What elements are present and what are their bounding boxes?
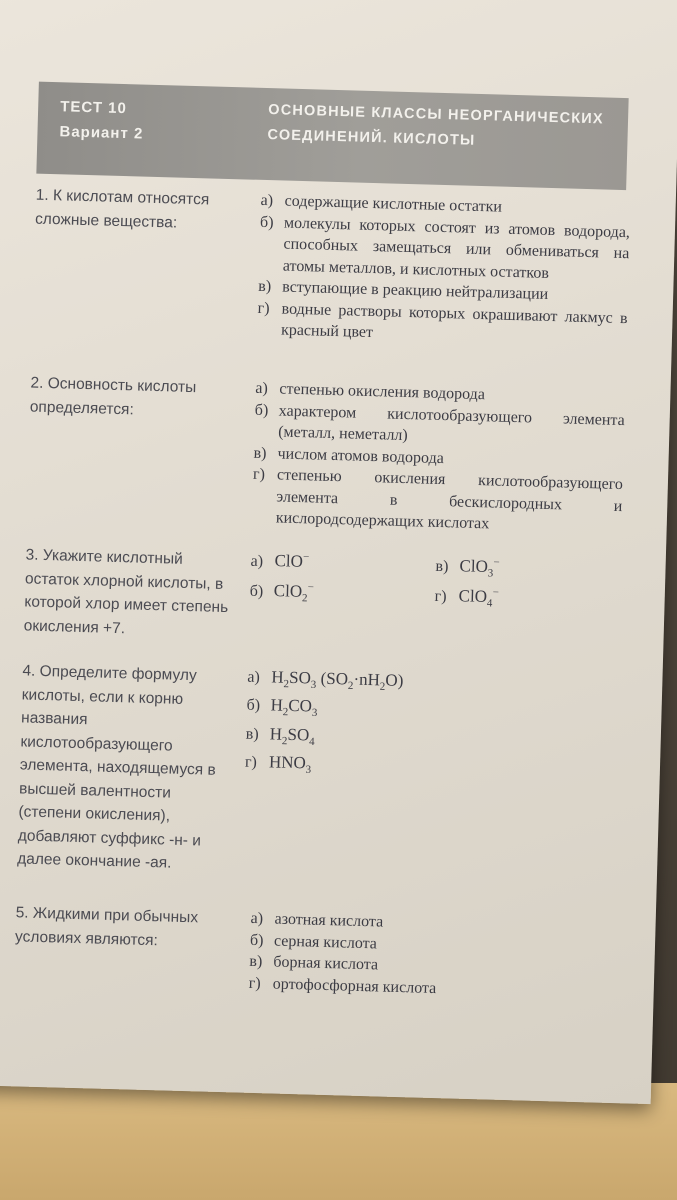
question-text: 2. Основность кислоты определяется: <box>29 374 197 418</box>
question-5 <box>14 901 606 997</box>
answer-option[interactable]: а) азотная кислота <box>250 909 384 931</box>
question-2 <box>29 372 625 533</box>
answer-options <box>245 666 608 790</box>
answer-option[interactable]: в) ClO$_3$− <box>435 556 500 580</box>
answer-options <box>249 908 621 1004</box>
topic-line: ОСНОВНЫЕ КЛАССЫ НЕОРГАНИЧЕСКИХ <box>267 102 604 128</box>
answer-options <box>249 550 611 610</box>
answer-option[interactable]: г) ортофосфорная кислота <box>248 974 437 997</box>
question-text: 1. К кислотам относятся сложные вещества: <box>34 186 210 232</box>
answer-option[interactable]: г) ClO$_4$− <box>434 586 500 610</box>
answer-option[interactable]: б) молекулы которых состоят из атомов водорода, способных замещаться или обмениваться на атомы металлов, и кислотных остатков <box>259 213 631 282</box>
variant-label: Вариант 2 <box>59 123 144 143</box>
answer-option[interactable]: в) вступающие в реакцию нейтрализации <box>258 277 549 303</box>
question-3 <box>23 543 616 637</box>
topic-line: СОЕДИНЕНИЙ. КИСЛОТЫ <box>267 127 476 149</box>
answer-option[interactable]: б) $H_2CO_3$ <box>246 695 318 720</box>
answer-options <box>252 378 626 539</box>
answer-option[interactable]: в) $H_2SO_4$ <box>245 724 315 748</box>
test-label: ТЕСТ 10 <box>59 98 128 118</box>
answer-option[interactable]: г) $HNO_3$ <box>244 752 312 777</box>
answer-option[interactable]: а) $H_2SO_3$ $(SO_2\cdot nH_2O)$ <box>247 667 404 693</box>
answer-option[interactable]: в) числом атомов водорода <box>253 444 445 467</box>
answer-options <box>257 190 631 351</box>
test-id <box>59 94 230 149</box>
question-text: 3. Укажите кислотный остаток хлорной кислоты, в которой хлор имеет степень окисления +7. <box>23 546 229 637</box>
answer-option[interactable]: а) содержащие кислотные остатки <box>260 191 503 216</box>
question-4 <box>16 659 613 872</box>
test-topic <box>267 98 618 158</box>
answer-option[interactable]: а) степенью окисления водорода <box>255 379 486 404</box>
answer-option[interactable]: а) ClO− <box>250 551 310 571</box>
answer-option[interactable]: г) степенью окисления кислотообразующего элемента в бескислородных и кислородсодержащих кислотах <box>252 465 624 533</box>
question-text: 4. Определите формулу кислоты, если к корню названия кислотообразующего элемента, находящемуся в высшей валентности (степени окисления), добавляют суффикс -н- и далее окончание -ая. <box>16 662 216 872</box>
answer-option[interactable]: б) ClO$_2$− <box>249 581 315 605</box>
answer-option[interactable]: б) характером кислотообразующего элемента (металл, неметалл) <box>254 401 625 445</box>
answer-option[interactable]: б) серная кислота <box>249 931 378 952</box>
answer-option[interactable]: в) борная кислота <box>249 952 379 974</box>
test-header <box>36 82 628 190</box>
question-text: 5. Жидкими при обычных условиях являются: <box>14 904 199 949</box>
answer-option[interactable]: г) водные растворы которых окрашивают лакмус в красный цвет <box>257 299 628 342</box>
